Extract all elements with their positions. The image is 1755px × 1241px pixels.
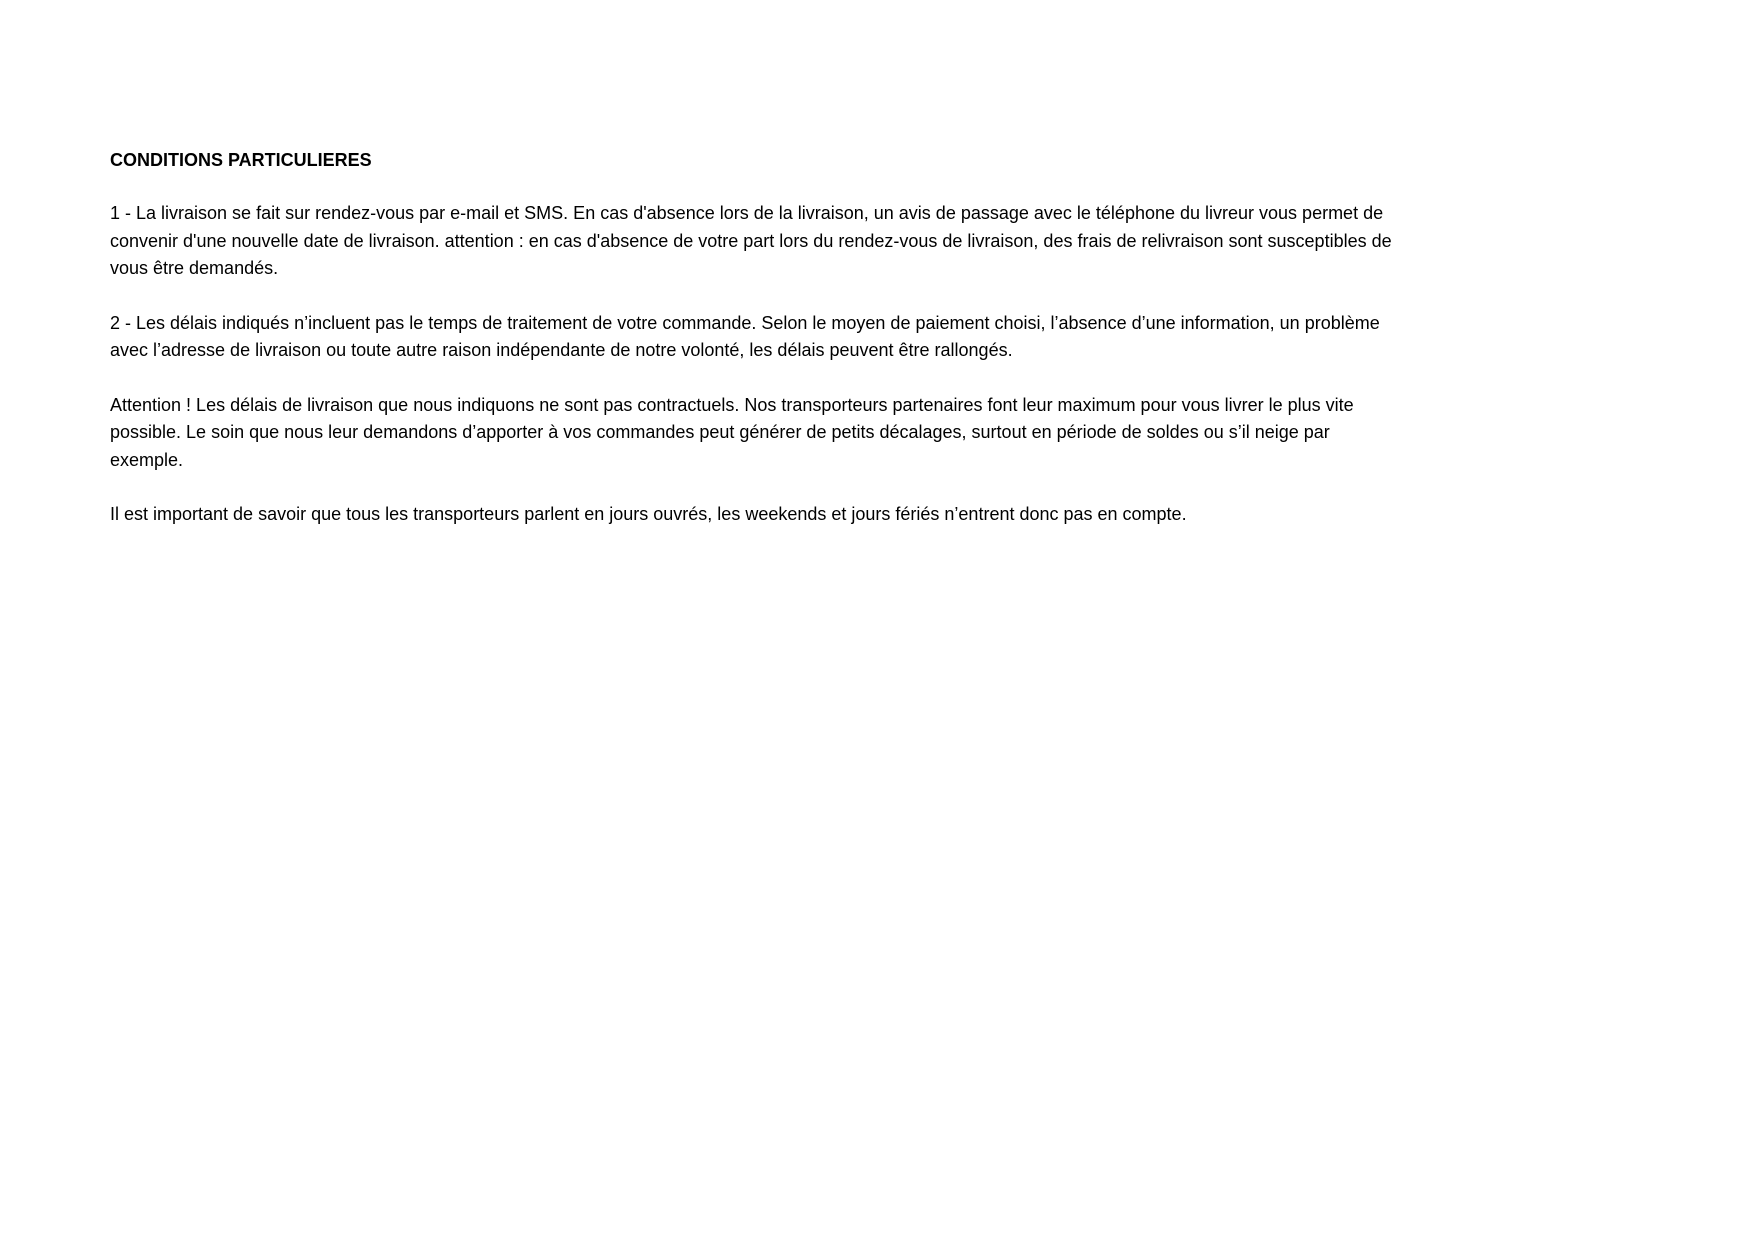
paragraph-processing-delays: 2 - Les délais indiqués n’incluent pas le temps de traitement de votre commande. Selon le moyen de paiement choisi, l’absence d’une information, un problème avec l’adresse de livraison ou toute autre raison indépendante de notre volonté, les délais peuvent être rallongés.	[110, 312, 1380, 360]
document-title: CONDITIONS PARTICULIERES	[110, 150, 372, 170]
paragraph-non-contractual-delays: Attention ! Les délais de livraison que nous indiquons ne sont pas contractuels. Nos transporteurs partenaires font leur maximum pour vous livrer le plus vite possible. Le soin que nous leur demandons d’apporter à vos commandes peut générer de petits décalages, surtout en période de soldes ou s’il neige par exemple.	[110, 394, 1354, 470]
paragraph-business-days: Il est important de savoir que tous les transporteurs parlent en jours ouvrés, les weekends et jours fériés n’entrent donc pas en compte.	[110, 504, 1187, 524]
paragraph-delivery-appointment: 1 - La livraison se fait sur rendez-vous par e-mail et SMS. En cas d'absence lors de la livraison, un avis de passage avec le téléphone du livreur vous permet de convenir d'une nouvelle date de livraison. attention : en cas d'absence de votre part lors du rendez-vous de livraison, des frais de relivraison sont susceptibles de vous être demandés.	[110, 203, 1392, 278]
document-page	[110, 146, 1400, 556]
